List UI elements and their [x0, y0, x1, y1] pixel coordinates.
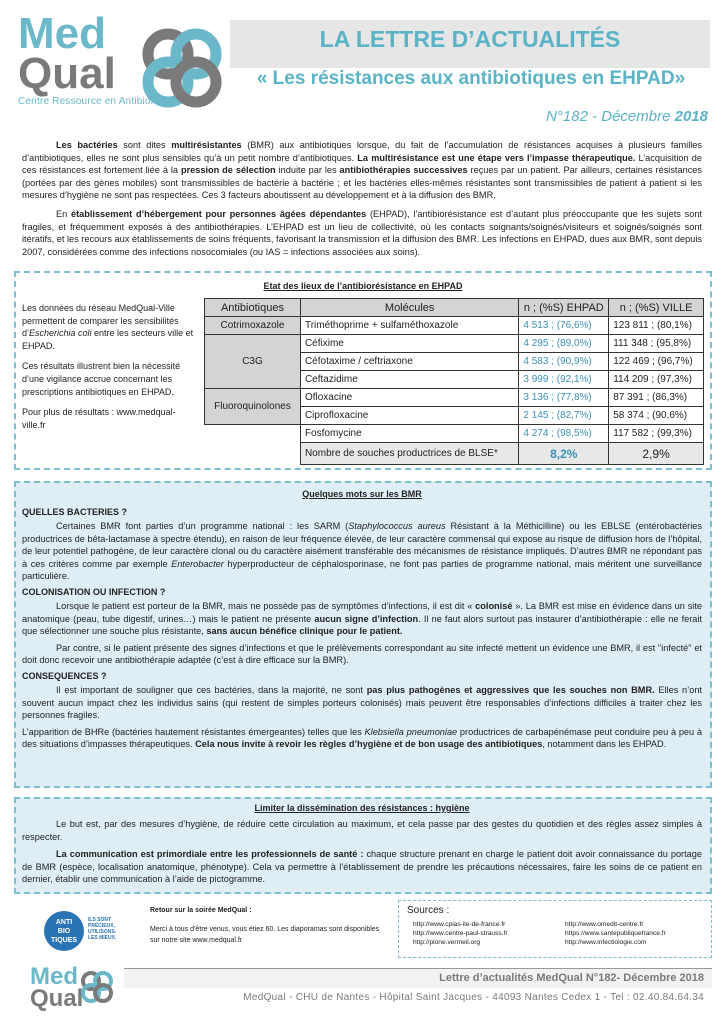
- bmr-paragraph-4: Il est important de souligner que ces bactéries, dans la majorité, ne sont pas plus pathogènes et aggressives que les souches non BMR. Elles n’ont souvent aucun impact chez les individus sains (qui restent de simples porteurs colonisés) mais peuvent être responsables d’infections difficiles à traiter chez les personnes fragiles.: [22, 684, 702, 721]
- molecule-cell: Céfixime: [300, 335, 518, 353]
- footer-address: MedQual - CHU de Nantes - Hôpital Saint Jacques - 44093 Nantes Cedex 1 - Tel : 02.40.84.64.34: [243, 992, 704, 1003]
- ehpad-cell: 4 513 ; (76,6%): [519, 317, 609, 335]
- blse-label-cell: Nombre de souches productrices de BLSE*: [300, 443, 518, 465]
- table-row-blse: [205, 443, 704, 465]
- table-row: [205, 317, 704, 335]
- anti-line-1: ANTI: [55, 919, 73, 926]
- source-link[interactable]: http://plone.vermeil.org: [413, 939, 481, 946]
- footer-newsletter-label: Lettre d’actualités MedQual N°182- Décembre 2018: [439, 972, 704, 984]
- footer-logo-med: Med: [30, 963, 78, 990]
- molecule-cell: Ciprofloxacine: [300, 407, 518, 425]
- bmr-paragraph-2: Lorsque le patient est porteur de la BMR, mais ne possède pas de symptômes d’infections, il est dit « colonisé ». La BMR est mise en évidence dans un site anatomique (peau, tube digestif, urines…) mais le patient ne présente aucun signe d’infection. Il ne faut alors surtout pas instaurer d’antibiothérapie : elle ne ferait que sélectionner une souche plus résistante, sans aucun bénéfice clinique pour le patient.: [22, 600, 702, 637]
- issue-number: N°182 - Décembre 2018: [546, 108, 708, 125]
- table-section-title: Etat des lieux de l’antibiorésistance en EHPAD: [263, 281, 463, 291]
- table-description: [22, 302, 196, 439]
- hygiene-paragraph-1: Le but est, par des mesures d’hygiène, de réduire cette circulation au maximum, et cela passe par des gestes du quotidien et des règles assez simples à respecter.: [22, 819, 702, 842]
- source-link[interactable]: http://www.omedit-centre.fr: [565, 921, 644, 928]
- molecule-cell: Ofloxacine: [300, 389, 518, 407]
- group-cell: Cotrimoxazole: [205, 317, 301, 335]
- medqual-logo: [18, 9, 226, 122]
- bmr-section: [22, 489, 702, 755]
- molecule-cell: Ceftazidime: [300, 371, 518, 389]
- soiree-announcement: [150, 907, 390, 946]
- ehpad-cell: 4 583 ; (90,9%): [519, 353, 609, 371]
- anti-line-2: BIO: [57, 928, 71, 935]
- ehpad-cell: 4 274 ; (98,5%): [519, 425, 609, 443]
- bmr-paragraph-3: Par contre, si le patient présente des signes d’infections et que le prélèvements correspondant au site infecté mettent un évidence une BMR, il est "infecté" et doit donc recevoir une antibiothérapie adaptée (c’est à dire efficace sur la BMR).: [22, 642, 702, 666]
- sources-box: [398, 900, 712, 958]
- molecule-cell: Fosfomycine: [300, 425, 518, 443]
- ville-cell: 117 582 ; (99,3%): [609, 425, 704, 443]
- bmr-paragraph-1: Certaines BMR font parties d’un programme national : les SARM (Staphylococcus aureus Résistant à la Méthicilline) ou les EBLSE (entérobactéries productrices de bêta-lactamase à spectre étendu), en raison de leur fréquence élevée, de leur caractère commensal qui expose au risque de diffusion hors de l’hôpital, de leur potentiel pathogène, de leur caractère clonal ou du caractère aisément transférable des mécanismes de résistance impliqués. D’autres BMR ne répondant pas à ces critères comme par exemple Enterobacter hyperproducteur de céphalosporinase, ne font pas parties de programme national, mais méritent une surveillance particulière.: [22, 521, 703, 582]
- col-header-ville: n ; (%S) VILLE: [609, 299, 704, 317]
- table-row: [205, 425, 704, 443]
- bmr-heading-bacteries: QUELLES BACTERIES ?: [22, 507, 128, 517]
- ehpad-cell: 2 145 ; (82,7%): [519, 407, 609, 425]
- col-header-ehpad: n ; (%S) EHPAD: [519, 299, 609, 317]
- ville-cell: 111 348 ; (95,8%): [609, 335, 704, 353]
- resistance-table: [204, 298, 704, 465]
- ville-cell: 87 391 ; (86,3%): [609, 389, 704, 407]
- bmr-paragraph-5: L’apparition de BHRe (bactéries hautement résistantes émergeantes) telles que les Klebsiella pneumoniae productrices de carbapénémase peut conduire peu à peu à des situations d’impasses thérapeutiques. Cela nous invite à revoir les règles d’hygiène et de bon usage des antibiotiques, notamment dans les EHPAD.: [22, 726, 702, 750]
- ville-cell: 122 469 ; (96,7%): [609, 353, 704, 371]
- hygiene-paragraph-2: La communication est primordiale entre les professionnels de santé : chaque structure prenant en charge le patient doit avoir connaissance du portage de BMR (espèce, localisation anatomique, phénotype). Cela va permettre à l’établissement de prendre les précautions nécessaires, faire les soins de ce patient en dernier, établir une communication à l’aide de pictogramme.: [22, 849, 702, 885]
- antibiotiques-logo: [42, 907, 117, 957]
- ville-cell: 114 209 ; (97,3%): [609, 371, 704, 389]
- logo-med-text: Med: [18, 9, 106, 58]
- ville-cell: 123 811 ; (80,1%): [609, 317, 704, 335]
- ville-cell: 58 374 ; (90,6%): [609, 407, 704, 425]
- table-desc-3: Pour plus de résultats : www.medqual-ville.fr: [22, 407, 176, 430]
- blse-ehpad-cell: 8,2%: [519, 443, 609, 465]
- footer-logo-qual: Qual: [30, 985, 84, 1012]
- molecule-cell: Triméthoprime + sulfaméthoxazole: [300, 317, 518, 335]
- antibiotiques-logo-icon: [42, 907, 86, 955]
- empty-cell: [205, 425, 301, 443]
- table-desc-2: Ces résultats illustrent bien la nécessité d’une vigilance accrue concernant les prescriptions antibiotiques en EHPAD.: [22, 361, 181, 397]
- anti-line-3: TIQUES: [50, 937, 78, 944]
- ehpad-cell: 3 999 ; (92,1%): [519, 371, 609, 389]
- header-band: [230, 20, 710, 68]
- bmr-heading-consequences: CONSEQUENCES ?: [22, 670, 107, 681]
- molecule-cell: Céfotaxime / ceftriaxone: [300, 353, 518, 371]
- logo-qual-text: Qual: [18, 49, 116, 98]
- hygiene-section: [22, 803, 702, 891]
- table-row: [205, 335, 704, 353]
- table-desc-1: Les données du réseau MedQual-Ville permettent de comparer les sensibilités d’Escherichia coli entre les secteurs ville et EHPAD.: [22, 303, 194, 351]
- sources-title: Sources :: [407, 905, 450, 916]
- group-cell: C3G: [205, 335, 301, 389]
- anti-slogan: ILS SONT PRÉCIEUX, UTILISONS-LES MIEUX.: [88, 917, 117, 941]
- group-cell: Fluoroquinolones: [205, 389, 301, 425]
- table-header-row: [205, 299, 704, 317]
- soiree-title: Retour sur la soirée MedQual :: [150, 907, 252, 914]
- intro-paragraph-2: En établissement d’hébergement pour personnes âgées dépendantes (EHPAD), l’antibiorésistance est d’autant plus préoccupante que les sujets sont fragiles, et fréquemment exposés à des antibiothérapies. L’EHPAD est un lieu de collectivité, où les contacts soignants/soignés/visiteurs et soignés/soignés sont itératifs, et les recours aux établissements de soins fréquents, favorisant la transmission et la diffusion des BMR. Les infections en EHPAD, dues aux BMR, sont depuis 2007, considérées comme des infections nosocomiales (ou IAS = infections associées aux soins).: [22, 208, 702, 257]
- table-row: [205, 389, 704, 407]
- empty-cell: [205, 443, 301, 465]
- ehpad-cell: 3 136 ; (77,8%): [519, 389, 609, 407]
- col-header-molecules: Molécules: [300, 299, 518, 317]
- source-link[interactable]: http://www.infectiologie.com: [565, 939, 647, 946]
- newsletter-label: LA LETTRE D’ACTUALITÉS: [319, 26, 621, 52]
- logo-subtitle: Centre Ressource en Antibiologie: [18, 96, 173, 107]
- medqual-logo-icon: [138, 24, 226, 110]
- soiree-text: Merci à tous d’être venus, vous étiez 60. Les diaporamas sont disponibles sur notre site www.medqual.fr: [150, 926, 380, 944]
- intro-section: [22, 139, 702, 264]
- hygiene-section-title: Limiter la dissémination des résistances : hygiène: [254, 803, 470, 813]
- col-header-antibiotiques: Antibiotiques: [205, 299, 301, 317]
- ehpad-cell: 4 295 ; (89,0%): [519, 335, 609, 353]
- source-link[interactable]: http://www.cpias-ile-de-france.fr: [413, 921, 506, 928]
- intro-paragraph-1: Les bactéries sont dites multirésistantes (BMR) aux antibiotiques lorsque, du fait de l’accumulation de résistances acquises à plusieurs familles d’antibiotiques, elles ne sont plus sensibles qu’à un petit nombre d’antibiotiques. La multirésistance est une étape vers l’impasse thérapeutique. L’acquisition de ces résistances est fortement liée à la pression de sélection induite par les antibiothérapies successives reçues par un patient. Par ailleurs, certaines résistances (portées par des gènes mobiles) sont transmissibles de bactérie à bactérie ; et les bactéries elles-mêmes résistantes sont transmissibles de patient à patient si les mesures d’hygiène ne sont pas respectées. Ces 3 facteurs aboutissent au développement et à la diffusion des BMR.: [22, 140, 703, 201]
- page-title: « Les résistances aux antibiotiques en EHPAD»: [256, 68, 686, 89]
- bmr-heading-colonisation: COLONISATION OU INFECTION ?: [22, 586, 166, 597]
- bmr-section-title: Quelques mots sur les BMR: [302, 489, 422, 499]
- source-link[interactable]: http://www.centre-paul-strauss.fr: [413, 930, 508, 937]
- sources-list: [413, 921, 713, 946]
- source-link[interactable]: https://www.santepubliquefrance.fr: [565, 930, 666, 937]
- blse-ville-cell: 2,9%: [609, 443, 704, 465]
